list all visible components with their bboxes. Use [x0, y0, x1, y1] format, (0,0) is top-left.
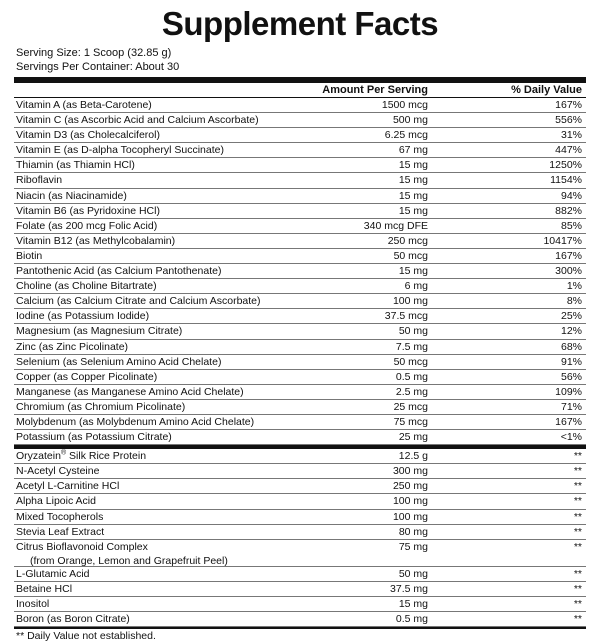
ingredient-name-text: Pantothenic Acid (as Calcium Pantothenate) [16, 265, 222, 278]
ingredient-daily-value: 167% [555, 415, 582, 428]
ingredient-amount: 75 mg [398, 540, 428, 553]
ingredient-name [14, 234, 288, 248]
ingredient-daily-value: ** [573, 613, 582, 625]
table-row [14, 449, 586, 464]
registered-mark: ® [60, 449, 67, 457]
ingredient-amount: 15 mg [398, 159, 428, 172]
ingredient-amount: 37.5 mcg [384, 310, 428, 323]
table-row [14, 264, 586, 279]
table-row [14, 204, 586, 219]
table-row [14, 464, 586, 479]
ingredient-name [14, 264, 288, 278]
ingredient-name-text: Oryzatein [16, 450, 61, 463]
other-ingredients-section [14, 449, 586, 627]
table-header [14, 83, 586, 98]
ingredient-name-text: Vitamin C (as Ascorbic Acid and Calcium Ascorbate) [16, 114, 259, 127]
ingredient-amount: 6 mg [404, 280, 428, 293]
ingredient-amount: 37.5 mg [390, 582, 428, 595]
table-row [14, 294, 586, 309]
ingredient-daily-value: 1250% [549, 159, 582, 172]
table-row [14, 525, 586, 540]
ingredient-name-text: Zinc (as Zinc Picolinate) [16, 340, 129, 353]
table-row [14, 219, 586, 234]
ingredient-daily-value: ** [573, 525, 582, 538]
serving-size: Serving Size: 1 Scoop (32.85 g) [16, 47, 172, 59]
ingredient-name [14, 430, 288, 444]
ingredient-amount: 100 mg [392, 510, 428, 523]
ingredient-name-text: Citrus Bioflavonoid Complex [16, 540, 148, 553]
ingredient-amount: 15 mg [398, 597, 428, 610]
ingredient-name-text: Vitamin B6 (as Pyridoxine HCl) [16, 204, 160, 217]
ingredient-daily-value: ** [573, 510, 582, 523]
ingredient-name-text: Manganese (as Manganese Amino Acid Chelate) [16, 385, 244, 398]
ingredient-name [14, 540, 288, 566]
ingredient-amount: 15 mg [398, 204, 428, 217]
ingredient-name [14, 479, 288, 493]
ingredient-name [14, 309, 288, 323]
table-row [14, 234, 586, 249]
ingredient-name-text: Magnesium (as Magnesium Citrate) [16, 325, 183, 338]
ingredient-amount: 2.5 mg [395, 385, 428, 398]
ingredient-daily-value: ** [573, 597, 582, 610]
ingredient-name [14, 340, 288, 354]
ingredient-amount: 500 mg [392, 114, 428, 127]
ingredient-daily-value: ** [573, 450, 582, 463]
ingredient-daily-value: 300% [555, 265, 582, 278]
servings-per-container: Servings Per Container: About 30 [16, 61, 180, 73]
ingredient-amount: 0.5 mg [395, 370, 428, 383]
ingredient-amount: 100 mg [392, 495, 428, 508]
ingredient-name-text: Riboflavin [16, 174, 63, 187]
table-row [14, 430, 586, 445]
ingredient-daily-value: 8% [566, 295, 582, 308]
ingredient-name-text: Choline (as Choline Bitartrate) [16, 280, 157, 293]
ingredient-name-text: Stevia Leaf Extract [16, 525, 105, 538]
ingredient-name-text: Selenium (as Selenium Amino Acid Chelate) [16, 355, 222, 368]
ingredient-name [14, 294, 288, 308]
table-row [14, 249, 586, 264]
ingredient-name-text: N-Acetyl Cysteine [16, 465, 100, 478]
table-row [14, 173, 586, 188]
ingredient-name [14, 173, 288, 187]
ingredient-daily-value: 12% [560, 325, 582, 338]
ingredient-name-text: Vitamin D3 (as Cholecalciferol) [16, 129, 160, 142]
ingredient-amount: 50 mg [398, 567, 428, 580]
ingredient-amount: 50 mg [398, 325, 428, 338]
ingredient-daily-value: 91% [560, 355, 582, 368]
ingredient-name-text: Folate (as 200 mcg Folic Acid) [16, 219, 158, 232]
ingredient-name-text: Vitamin B12 (as Methylcobalamin) [16, 234, 176, 247]
ingredient-name [14, 385, 288, 399]
supplement-facts-panel [14, 0, 586, 643]
table-row [14, 158, 586, 173]
ingredient-name-text: Chromium (as Chromium Picolinate) [16, 400, 186, 413]
ingredient-name [14, 219, 288, 233]
table-row [14, 143, 586, 158]
ingredient-amount: 7.5 mg [395, 340, 428, 353]
ingredient-name [14, 249, 288, 263]
ingredient-amount: 0.5 mg [395, 613, 428, 625]
ingredient-daily-value: 71% [560, 400, 582, 413]
ingredient-daily-value: 167% [555, 99, 582, 111]
ingredient-name [14, 525, 288, 539]
ingredient-daily-value: 556% [555, 114, 582, 127]
ingredient-amount: 50 mcg [393, 249, 428, 262]
ingredient-daily-value: <1% [560, 431, 582, 444]
ingredient-name [14, 128, 288, 142]
ingredient-daily-value: 882% [555, 204, 582, 217]
ingredient-amount: 300 mg [392, 465, 428, 478]
ingredient-daily-value: 1154% [550, 174, 582, 187]
ingredient-name-text: Mixed Tocopherols [16, 510, 104, 523]
ingredient-name-text: Calcium (as Calcium Citrate and Calcium Ascorbate) [16, 295, 261, 308]
ingredient-name [14, 582, 288, 596]
ingredient-daily-value: 31% [560, 129, 582, 142]
ingredient-name-text: Inositol [16, 597, 50, 610]
ingredient-daily-value: 447% [555, 144, 582, 157]
ingredient-name-text: Alpha Lipoic Acid [16, 495, 96, 508]
ingredient-name [14, 355, 288, 369]
ingredient-name [14, 567, 288, 581]
ingredient-daily-value: 25% [560, 310, 582, 323]
table-row [14, 415, 586, 430]
ingredient-name [14, 510, 288, 524]
table-row [14, 385, 586, 400]
ingredient-amount: 100 mg [392, 295, 428, 308]
ingredient-name-text: Molybdenum (as Molybdenum Amino Acid Chelate) [16, 415, 255, 428]
table-row [14, 567, 586, 582]
ingredient-name-text: Betaine HCl [16, 582, 73, 595]
ingredient-name [14, 324, 288, 338]
ingredient-name-suffix: Silk Rice Protein [66, 450, 147, 463]
ingredient-daily-value: ** [573, 495, 582, 508]
ingredient-name-text: Iodine (as Potassium Iodide) [16, 310, 150, 323]
ingredient-name [14, 449, 288, 463]
ingredient-source: (from Orange, Lemon and Grapefruit Peel) [30, 554, 228, 567]
table-row [14, 494, 586, 509]
ingredient-name [14, 279, 288, 293]
table-row [14, 98, 586, 113]
table-row [14, 113, 586, 128]
table-row [14, 582, 586, 597]
ingredient-name [14, 113, 288, 127]
ingredient-name [14, 204, 288, 218]
ingredient-name [14, 415, 288, 429]
ingredient-daily-value: ** [573, 567, 582, 580]
ingredient-amount: 15 mg [398, 189, 428, 202]
ingredient-amount: 250 mg [392, 480, 428, 493]
panel-title: Supplement Facts [161, 5, 439, 42]
footnote: ** Daily Value not established. [14, 627, 586, 643]
table-row [14, 309, 586, 324]
table-row [14, 540, 586, 567]
ingredient-daily-value: 56% [560, 370, 582, 383]
table-row [14, 510, 586, 525]
ingredient-name-text: Vitamin E (as D-alpha Tocopheryl Succinate) [16, 144, 224, 157]
table-row [14, 597, 586, 612]
ingredient-name [14, 158, 288, 172]
ingredient-amount: 12.5 g [398, 450, 428, 463]
ingredient-name [14, 370, 288, 384]
ingredient-amount: 67 mg [398, 144, 428, 157]
daily-value-header: % Daily Value [511, 84, 582, 96]
ingredient-amount: 1500 mcg [381, 99, 428, 111]
ingredient-name-text: Thiamin (as Thiamin HCl) [16, 159, 135, 172]
ingredient-name-text: Boron (as Boron Citrate) [16, 613, 130, 625]
table-row [14, 189, 586, 204]
ingredient-amount: 25 mcg [393, 400, 428, 413]
ingredient-name-text: Acetyl L-Carnitine HCl [16, 480, 120, 493]
vitamins-section [14, 98, 586, 445]
ingredient-amount: 15 mg [398, 174, 428, 187]
ingredient-daily-value: 85% [560, 219, 582, 232]
ingredient-amount: 15 mg [398, 265, 428, 278]
ingredient-name-text: Vitamin A (as Beta-Carotene) [16, 99, 152, 111]
ingredient-amount: 340 mcg DFE [363, 219, 428, 232]
ingredient-name-text: Niacin (as Niacinamide) [16, 189, 127, 202]
ingredient-amount: 80 mg [398, 525, 428, 538]
ingredient-name [14, 400, 288, 414]
ingredient-amount: 250 mcg [387, 234, 428, 247]
ingredient-daily-value: ** [573, 540, 582, 553]
ingredient-amount: 50 mcg [393, 355, 428, 368]
ingredient-name [14, 464, 288, 478]
table-row [14, 279, 586, 294]
ingredient-name [14, 189, 288, 203]
amount-header: Amount Per Serving [322, 84, 428, 96]
ingredient-name [14, 98, 288, 112]
ingredient-daily-value: 109% [555, 385, 582, 398]
ingredient-daily-value: 10417% [543, 234, 582, 247]
ingredient-daily-value: 167% [555, 249, 582, 262]
table-row [14, 128, 586, 143]
ingredient-name [14, 494, 288, 508]
ingredient-name-text: Potassium (as Potassium Citrate) [16, 431, 172, 444]
ingredient-amount: 6.25 mcg [384, 129, 428, 142]
ingredient-amount: 25 mg [398, 431, 428, 444]
ingredient-amount: 75 mcg [393, 415, 428, 428]
table-row [14, 340, 586, 355]
table-row [14, 612, 586, 627]
ingredient-name-text: L-Glutamic Acid [16, 567, 90, 580]
ingredient-name [14, 612, 288, 626]
table-row [14, 479, 586, 494]
ingredient-name [14, 597, 288, 611]
ingredient-daily-value: 1% [566, 280, 582, 293]
ingredient-daily-value: ** [573, 480, 582, 493]
ingredient-name-text: Biotin [16, 249, 43, 262]
table-row [14, 400, 586, 415]
table-row [14, 324, 586, 339]
table-row [14, 370, 586, 385]
table-row [14, 355, 586, 370]
ingredient-daily-value: 94% [560, 189, 582, 202]
ingredient-name-text: Copper (as Copper Picolinate) [16, 370, 158, 383]
ingredient-name [14, 143, 288, 157]
ingredient-daily-value: ** [573, 465, 582, 478]
ingredient-daily-value: ** [573, 582, 582, 595]
ingredient-daily-value: 68% [560, 340, 582, 353]
